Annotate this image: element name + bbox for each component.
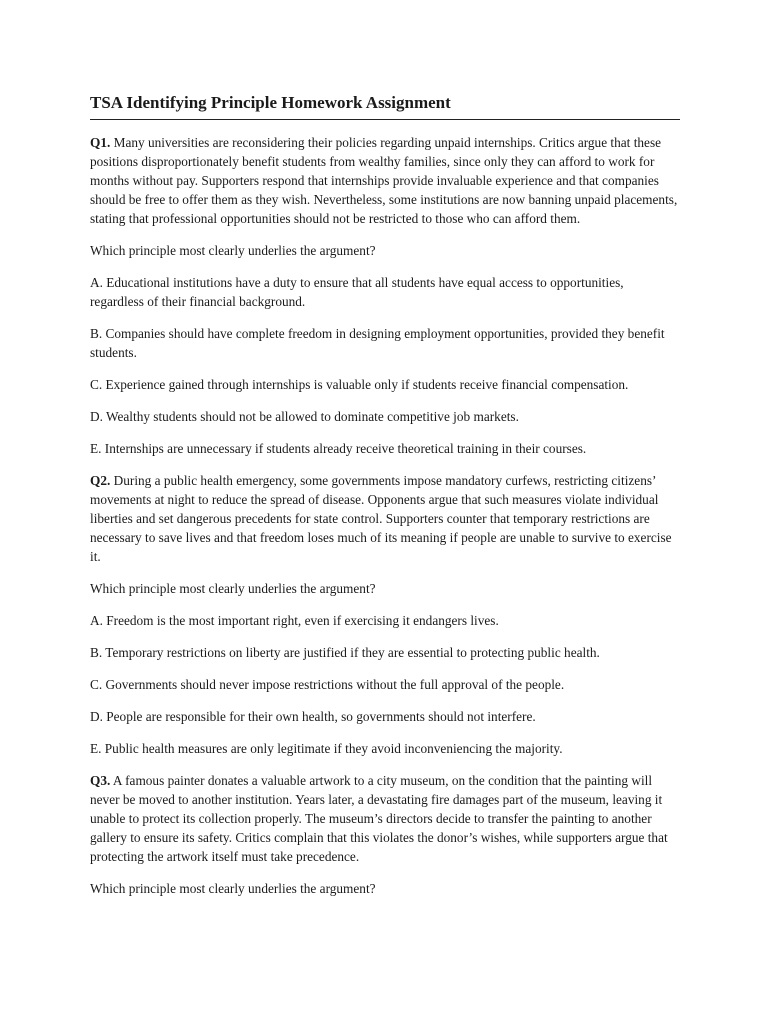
question-number: Q1. bbox=[90, 135, 111, 150]
question-text: Many universities are reconsidering their policies regarding unpaid internships. Critics argue that these positions disproportionately benefit students from wealthy families, since only they can afford to work for months without pay. Supporters respond that internships provide invaluable experience and that companies should be free to offer them as they wish. Nevertheless, some institutions are now banning unpaid placements, stating that professional opportunities should not be restricted to those who can afford them. bbox=[90, 135, 678, 226]
question-number: Q3. bbox=[90, 773, 111, 788]
answer-option-a: A. Freedom is the most important right, even if exercising it endangers lives. bbox=[90, 613, 499, 628]
question-text: During a public health emergency, some governments impose mandatory curfews, restricting citizens’ movements at night to reduce the spread of disease. Opponents argue that such measures violate individual liberties and set dangerous precedents for state control. Supporters counter that temporary restrictions are necessary to save lives and that freedom loses much of its meaning if people are unable to survive to exercise it. bbox=[90, 473, 672, 564]
question-stem bbox=[90, 133, 680, 228]
question-prompt: Which principle most clearly underlies the argument? bbox=[90, 881, 376, 896]
question-2 bbox=[90, 471, 680, 758]
answer-option-b: B. Companies should have complete freedom in designing employment opportunities, provided they benefit students. bbox=[90, 326, 665, 360]
question-3 bbox=[90, 771, 680, 898]
answer-option-b: B. Temporary restrictions on liberty are justified if they are essential to protecting public health. bbox=[90, 645, 600, 660]
answer-option-d: D. Wealthy students should not be allowed to dominate competitive job markets. bbox=[90, 409, 519, 424]
question-stem bbox=[90, 771, 680, 866]
answer-option-e: E. Internships are unnecessary if students already receive theoretical training in their courses. bbox=[90, 441, 587, 456]
document-title: TSA Identifying Principle Homework Assignment bbox=[90, 92, 680, 120]
question-number: Q2. bbox=[90, 473, 111, 488]
question-prompt: Which principle most clearly underlies the argument? bbox=[90, 243, 376, 258]
answer-option-c: C. Experience gained through internships is valuable only if students receive financial compensation. bbox=[90, 377, 629, 392]
answer-option-c: C. Governments should never impose restrictions without the full approval of the people. bbox=[90, 677, 565, 692]
answer-option-a: A. Educational institutions have a duty to ensure that all students have equal access to opportunities, regardless of their financial background. bbox=[90, 275, 624, 309]
question-1 bbox=[90, 133, 680, 458]
question-text: A famous painter donates a valuable artwork to a city museum, on the condition that the painting will never be moved to another institution. Years later, a devastating fire damages part of the museum, leaving it unable to protect its collection properly. The museum’s directors decide to transfer the painting to another gallery to ensure its safety. Critics complain that this violates the donor’s wishes, while supporters argue that protecting the artwork itself must take precedence. bbox=[90, 773, 668, 864]
question-stem bbox=[90, 471, 680, 566]
answer-option-e: E. Public health measures are only legitimate if they avoid inconveniencing the majority. bbox=[90, 741, 563, 756]
question-prompt: Which principle most clearly underlies the argument? bbox=[90, 581, 376, 596]
answer-option-d: D. People are responsible for their own health, so governments should not interfere. bbox=[90, 709, 536, 724]
